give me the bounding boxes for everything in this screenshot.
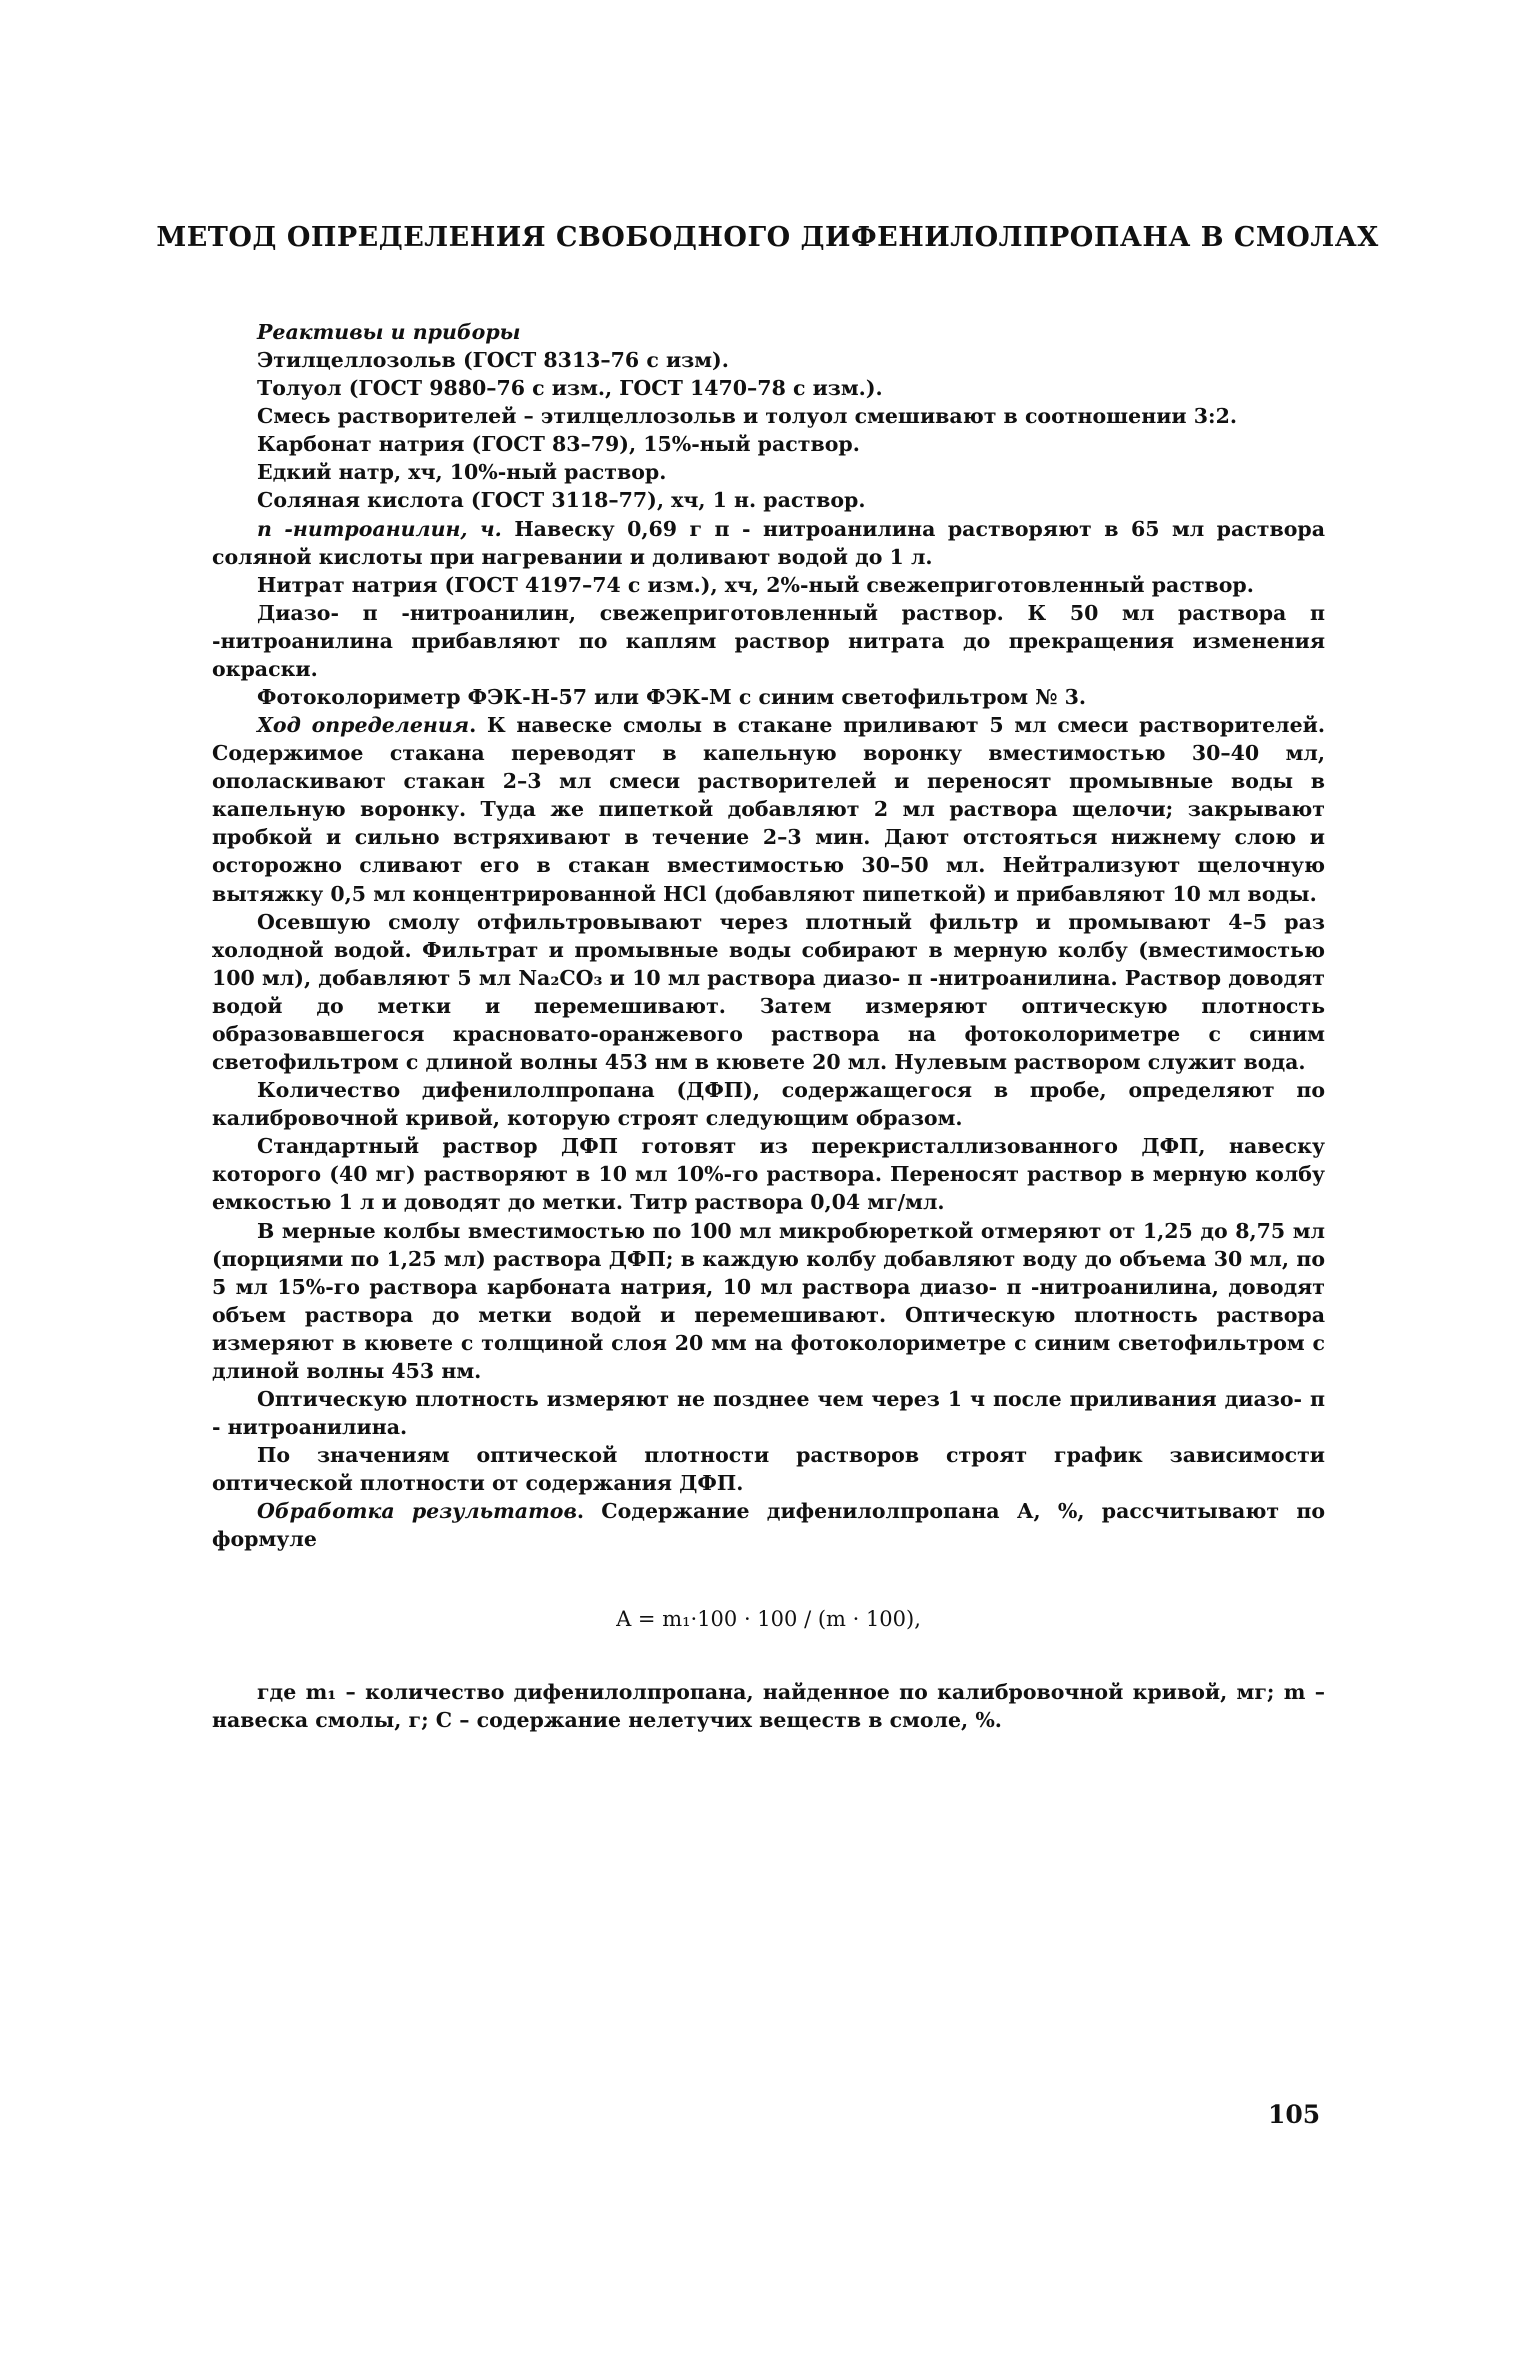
reagent-item: Толуол (ГОСТ 9880–76 с изм., ГОСТ 1470–78 с изм.). (257, 376, 883, 401)
page-title: МЕТОД ОПРЕДЕЛЕНИЯ СВОБОДНОГО ДИФЕНИЛОЛПРОПАНА В СМОЛАХ (156, 222, 1379, 253)
photometer-paragraph: Фотоколориметр ФЭК-Н-57 или ФЭК-М с синим светофильтром № 3. (257, 685, 1086, 710)
processing-text: Содержание дифенилолпропана А, %, рассчитывают по формуле (212, 1499, 1325, 1552)
reagent-item: Этилцеллозольв (ГОСТ 8313–76 с изм). (257, 348, 729, 373)
reagent-item: Едкий натр, хч, 10%-ный раствор. (257, 460, 667, 485)
section-heading-processing: Обработка результатов (257, 1499, 577, 1524)
where-paragraph: где m₁ – количество дифенилолпропана, найденное по калибровочной кривой, мг; m – навеска смолы, г; С – содержание нелетучих веществ в смоле, %. (212, 1680, 1325, 1733)
section-heading-reagents: Реактивы и приборы (257, 320, 521, 344)
processing-paragraph: Обработка результатов. Содержание дифенилолпропана А, %, рассчитывают по формуле (212, 1499, 1325, 1552)
procedure-text: К навеске смолы в стакане приливают 5 мл смеси растворителей. Содержимое стакана переводят в капельную воронку вместимостью 30–40 мл, ополаскивают стакан 2–3 мл смеси растворителей и переносят промывные воды в капельную воронку. Туда же пипеткой добавляют 2 мл раствора щелочи; закрывают пробкой и сильно встряхивают в течение 2–3 мин. Дают отстояться нижнему слою и осторожно сливают его в стакан вместимостью 30–50 мл. Нейтрализуют щелочную вытяжку 0,5 мл концентрированной HCl (добавляют пипеткой) и прибавляют 10 мл воды. (212, 713, 1326, 906)
section-heading-procedure: Ход определения (257, 713, 470, 738)
filter-paragraph: Осевшую смолу отфильтровывают через плотный фильтр и промывают 4–5 раз холодной водой. Фильтрат и промывные воды собирают в мерную колбу (вместимостью 100 мл), добавляют 5 мл Na₂CO₃ и 10 мл раствора диазо- п -нитроанилина. Раствор доводят водой до метки и перемешивают. Затем измеряют оптическую плотность образовавшегося красновато-оранжевого раствора на фотоколориметре с синим светофильтром с длиной волны 453 нм в кювете 20 мл. Нулевым раствором служит вода. (212, 909, 1325, 1075)
nitroaniline-paragraph (212, 515, 1325, 571)
procedure-paragraph: Ход определения. К навеске смолы в стакане приливают 5 мл смеси растворителей. Содержимое стакана переводят в капельную воронку вместимостью 30–40 мл, ополаскивают стакан 2–3 мл смеси растворителей и переносят промывные воды в капельную воронку. Туда же пипеткой добавляют 2 мл раствора щелочи; закрывают пробкой и сильно встряхивают в течение 2–3 мин. Дают отстояться нижнему слою и осторожно сливают его в стакан вместимостью 30–50 мл. Нейтрализуют щелочную вытяжку 0,5 мл концентрированной HCl (добавляют пипеткой) и прибавляют 10 мл воды. (212, 713, 1326, 906)
flasks-paragraph: В мерные колбы вместимостью по 100 мл микробюреткой отмеряют от 1,25 до 8,75 мл (порциями по 1,25 мл) раствора ДФП; в каждую колбу добавляют воду до объема 30 мл, по 5 мл 15%-го раствора карбоната натрия, 10 мл раствора диазо- п -нитроанилина, доводят объем раствора до метки водой и перемешивают. Оптическую плотность раствора измеряют в кювете с толщиной слоя 20 мм на фотоколориметре с синим светофильтром с длиной волны 453 нм. (212, 1218, 1325, 1383)
reagent-item: Соляная кислота (ГОСТ 3118–77), хч, 1 н. раствор. (257, 488, 866, 513)
document-body (212, 318, 1325, 1734)
formula: A = m₁·100 · 100 / (m · 100), (616, 1607, 921, 1632)
standard-paragraph: Стандартный раствор ДФП готовят из перекристаллизованного ДФП, навеску которого (40 мг) растворяют в 10 мл 10%-го раствора. Переносят раствор в мерную колбу емкостью 1 л и доводят до метки. Титр раствора 0,04 мг/мл. (212, 1134, 1325, 1215)
nitroaniline-text: Навеску 0,69 г п - нитроанилина растворяют в 65 мл раствора соляной кислоты при нагревании и доливают водой до 1 л. (212, 516, 1326, 569)
reagent-item: Карбонат натрия (ГОСТ 83–79), 15%-ный раствор. (257, 432, 860, 457)
diazo-paragraph: Диазо- п -нитроанилин, свежеприготовленный раствор. К 50 мл раствора п -нитроанилина прибавляют по каплям раствор нитрата до прекращения изменения окраски. (212, 600, 1325, 681)
page-number: 105 (1268, 2100, 1321, 2129)
amount-paragraph: Количество дифенилолпропана (ДФП), содержащегося в пробе, определяют по калибровочной кривой, которую строят следующим образом. (212, 1078, 1325, 1131)
graph-paragraph: По значениям оптической плотности растворов строят график зависимости оптической плотности от содержания ДФП. (212, 1443, 1325, 1496)
nitrite-paragraph: Нитрат натрия (ГОСТ 4197–74 с изм.), хч, 2%-ный свежеприготовленный раствор. (257, 572, 1254, 597)
reagent-item: Смесь растворителей – этилцеллозольв и толуол смешивают в соотношении 3:2. (257, 404, 1238, 429)
optical-paragraph: Оптическую плотность измеряют не позднее чем через 1 ч после приливания диазо- п - нитроанилина. (212, 1386, 1325, 1440)
nitroaniline-label: п -нитроанилин, ч. (257, 516, 502, 541)
